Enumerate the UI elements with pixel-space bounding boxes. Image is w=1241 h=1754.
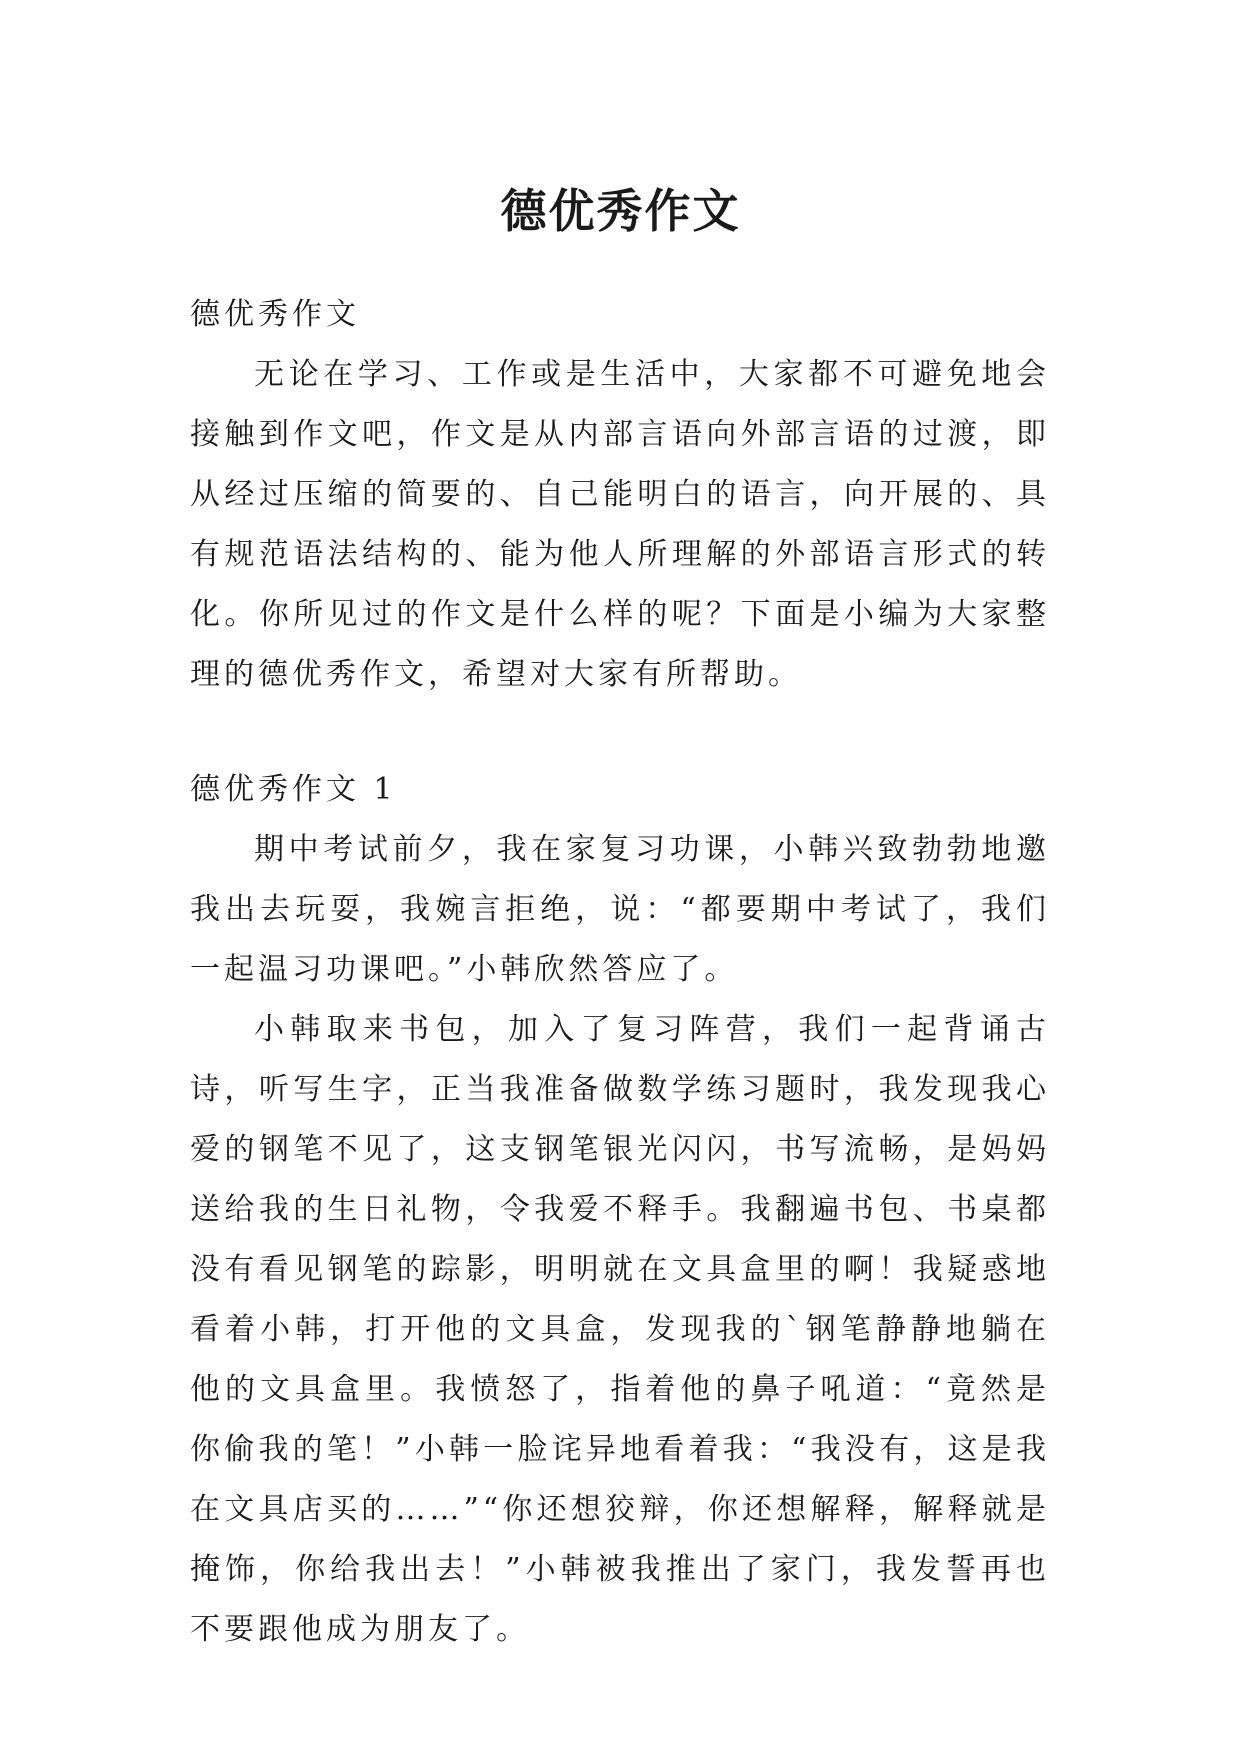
document-title: 德优秀作文 [500, 183, 741, 238]
intro-section [190, 285, 1050, 705]
essay-1-paragraph-1: 期中考试前夕，我在家复习功课，小韩兴致勃勃地邀我出去玩耍，我婉言拒绝，说：“都要期中考试了，我们一起温习功课吧。”小韩欣然答应了。 [190, 832, 1050, 987]
essay-1-heading: 德优秀作文 1 [190, 772, 397, 807]
intro-paragraph: 无论在学习、工作或是生活中，大家都不可避免地会接触到作文吧，作文是从内部言语向外部言语的过渡，即从经过压缩的简要的、自己能明白的语言，向开展的、具有规范语法结构的、能为他人所理解的外部语言形式的转化。你所见过的作文是什么样的呢？下面是小编为大家整理的德优秀作文，希望对大家有所帮助。 [190, 357, 1050, 692]
essay-1-section [190, 760, 1050, 1660]
essay-1-paragraph-2: 小韩取来书包，加入了复习阵营，我们一起背诵古诗，听写生字，正当我准备做数学练习题时，我发现我心爱的钢笔不见了，这支钢笔银光闪闪，书写流畅，是妈妈送给我的生日礼物，令我爱不释手。我翻遍书包、书桌都没有看见钢笔的踪影，明明就在文具盒里的啊！我疑惑地看着小韩，打开他的文具盒，发现我的`钢笔静静地躺在他的文具盒里。我愤怒了，指着他的鼻子吼道：“竟然是你偷我的笔！”小韩一脸诧异地看着我：“我没有，这是我在文具店买的……”“你还想狡辩，你还想解释，解释就是掩饰，你给我出去！”小韩被我推出了家门，我发誓再也不要跟他成为朋友了。 [190, 1012, 1050, 1647]
intro-heading: 德优秀作文 [190, 297, 360, 332]
